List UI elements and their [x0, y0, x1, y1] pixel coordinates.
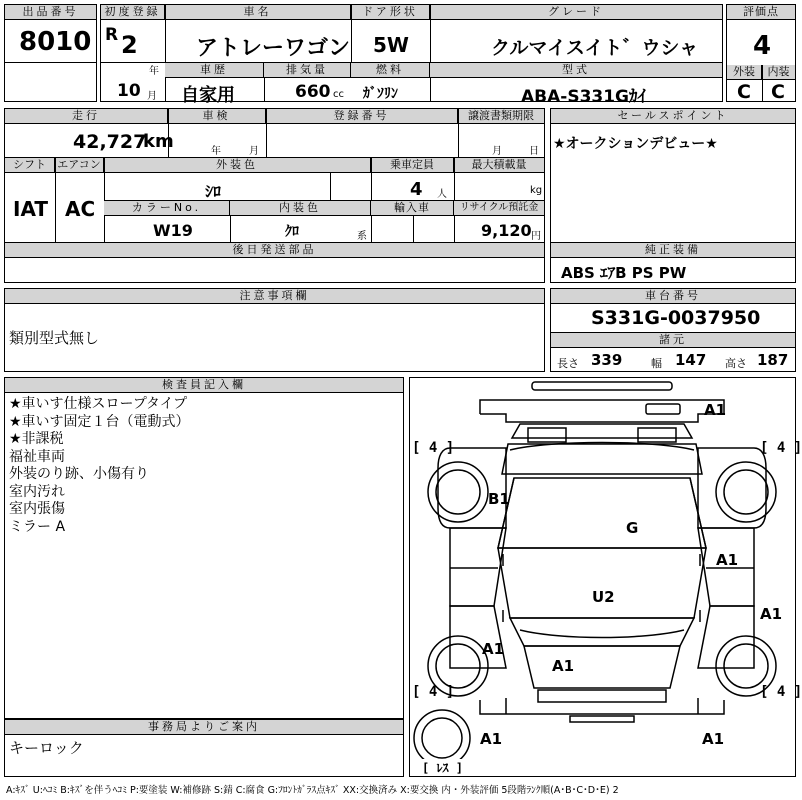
basic-info-box: [100, 4, 723, 107]
lot-number-box: [4, 4, 97, 102]
inspector-box: [4, 377, 404, 719]
inspector-line: ★車いす仕様スロープタイプ: [9, 396, 188, 412]
equipment: ABS ｴｱB PS PW: [561, 264, 687, 282]
spare-tyre: [ ﾚｽ ]: [422, 761, 463, 775]
max-load-unit: kg: [530, 185, 543, 196]
chassis-number: S331G-0037950: [591, 307, 761, 329]
displacement-unit: cc: [333, 89, 344, 100]
damage-mark-g: G: [626, 519, 639, 537]
caution-header: 注意事項欄: [5, 289, 544, 304]
inspector-header: 検査員記入欄: [5, 378, 403, 393]
chassis-box: [550, 288, 796, 372]
height: 187: [757, 351, 789, 369]
tyre-rear-right: [ 4 ]: [760, 684, 802, 700]
inspector-line: 福祉車両: [9, 448, 65, 465]
lot-number: 8010: [19, 27, 92, 57]
color-no-header: カラーNo.: [104, 201, 230, 216]
model: ABA-S331Gｶｲ: [521, 87, 647, 107]
damage-diagram: [409, 377, 802, 777]
transfer-month-unit: 月: [492, 146, 502, 157]
model-header: 型式: [430, 63, 722, 78]
first-reg-month: 10: [117, 81, 141, 101]
history-header: 車歴: [165, 63, 264, 78]
vehicle-detail-table: [4, 108, 545, 283]
damage-mark-right-door: A1: [716, 551, 739, 569]
sales-point: ★オークションデビュー★: [553, 136, 718, 152]
damage-mark-right-rear: A1: [760, 605, 783, 623]
office-text: キーロック: [9, 739, 84, 757]
car-outline: [410, 378, 795, 776]
height-label: 高さ: [725, 357, 747, 370]
first-reg-year: 2: [121, 31, 138, 59]
exterior-color-header: 外装色: [104, 158, 371, 173]
damage-mark-left-rear: A1: [482, 640, 505, 658]
interior-color: ｸﾛ: [285, 224, 299, 240]
first-reg-header: 初度登録: [101, 5, 165, 20]
later-parts-header: 後日発送部品: [5, 243, 544, 258]
damage-mark-front-right: A1: [704, 401, 727, 419]
mileage-unit: km: [143, 131, 174, 152]
legend: A:ｷｽﾞ U:ﾍｺﾐ B:ｷｽﾞを伴うﾍｺﾐ P:要塗装 W:補修跡 S:錆 C:腐食 G:ﾌﾛﾝﾄｶﾞﾗｽ点ｷｽﾞ XX:交換済み X:要交換 内・外装評価 5段階ﾗﾝｸ順(A･B･C･D･E) 2: [6, 785, 619, 796]
mileage: 42,727: [73, 131, 147, 153]
recycle-unit: 円: [531, 231, 541, 242]
max-load-header: 最大積載量: [454, 158, 544, 173]
recycle-header: リサイクル預託金: [454, 201, 544, 216]
inspector-line: ★車いす固定１台（電動式）: [9, 413, 190, 430]
capacity: 4: [410, 179, 423, 200]
ext-header: 外装: [727, 65, 762, 80]
history: 自家用: [181, 85, 235, 106]
tyre-front-right: [ 4 ]: [760, 440, 802, 456]
damage-mark-rear-center: A1: [552, 657, 575, 675]
transfer-header: 譲渡書類期限: [458, 109, 544, 124]
score-header: 評価点: [727, 5, 795, 20]
capacity-header: 乗車定員: [371, 158, 454, 173]
shift-header: シフト: [5, 158, 55, 173]
score: 4: [753, 31, 772, 61]
damage-mark-b1: B1: [488, 490, 510, 508]
int-header: 内装: [762, 65, 795, 80]
ext-grade: C: [737, 81, 751, 103]
equipment-header: 純正装備: [551, 243, 795, 258]
car-name-header: 車名: [165, 5, 351, 20]
shift: IAT: [13, 197, 49, 221]
length: 339: [591, 351, 623, 369]
tyre-rear-left: [ 4 ]: [412, 684, 455, 700]
int-grade: C: [771, 81, 785, 103]
grade: クルマイスイト゛ウシャ: [491, 37, 699, 59]
fuel: ｶﾞｿﾘﾝ: [363, 86, 398, 102]
inspector-line: 外装のり跡、小傷有り: [9, 466, 149, 482]
fuel-header: 燃料: [351, 63, 430, 78]
damage-mark-rear-bumper-right: A1: [702, 730, 725, 748]
width: 147: [675, 351, 707, 369]
door-type: 5W: [373, 33, 409, 57]
sales-point-header: セールスポイント: [551, 109, 795, 124]
office-header: 事務局よりご案内: [5, 720, 403, 735]
interior-color-header: 内装色: [230, 201, 371, 216]
recycle: 9,120: [481, 221, 532, 240]
door-header: ドア形状: [351, 5, 430, 20]
transfer-day-unit: 日: [529, 146, 539, 157]
caution-box: [4, 288, 545, 372]
inspector-line: 室内汚れ: [9, 483, 65, 500]
score-box: [726, 4, 796, 102]
dims-header: 諸元: [551, 332, 795, 348]
exterior-color: ｼﾛ: [205, 182, 222, 201]
grade-header: グレード: [430, 5, 722, 20]
sales-point-box: [550, 108, 796, 283]
displacement: 660: [295, 82, 331, 102]
inspector-line: ミラー A: [9, 518, 66, 535]
month-unit: 月: [147, 91, 157, 102]
shaken-header: 車検: [168, 109, 266, 124]
ac: AC: [65, 197, 96, 221]
mileage-header: 走行: [5, 109, 168, 124]
caution-text: 類別型式無し: [9, 329, 100, 347]
shaken-year-unit: 年: [211, 146, 221, 157]
car-name: アトレーワゴン: [196, 36, 351, 61]
tyre-front-left: [ 4 ]: [412, 440, 455, 456]
damage-mark-rear-bumper-left: A1: [480, 730, 503, 748]
damage-mark-u2: U2: [592, 588, 615, 606]
chassis-header: 車台番号: [551, 289, 795, 304]
length-label: 長さ: [557, 357, 579, 370]
inspector-line: ★非課税: [9, 431, 64, 447]
lot-number-header: 出品番号: [5, 5, 96, 20]
interior-color-unit: 系: [357, 231, 367, 242]
office-box: [4, 719, 404, 777]
year-unit: 年: [149, 66, 159, 77]
color-no: W19: [153, 221, 193, 240]
inspector-line: 室内張傷: [9, 501, 65, 517]
ac-header: エアコン: [55, 158, 104, 173]
capacity-unit: 人: [437, 189, 447, 200]
reg-no-header: 登録番号: [266, 109, 458, 124]
shaken-month-unit: 月: [249, 146, 259, 157]
import-header: 輸入車: [371, 201, 454, 216]
displacement-header: 排気量: [264, 63, 351, 78]
era: R: [105, 25, 119, 45]
width-label: 幅: [651, 357, 662, 370]
